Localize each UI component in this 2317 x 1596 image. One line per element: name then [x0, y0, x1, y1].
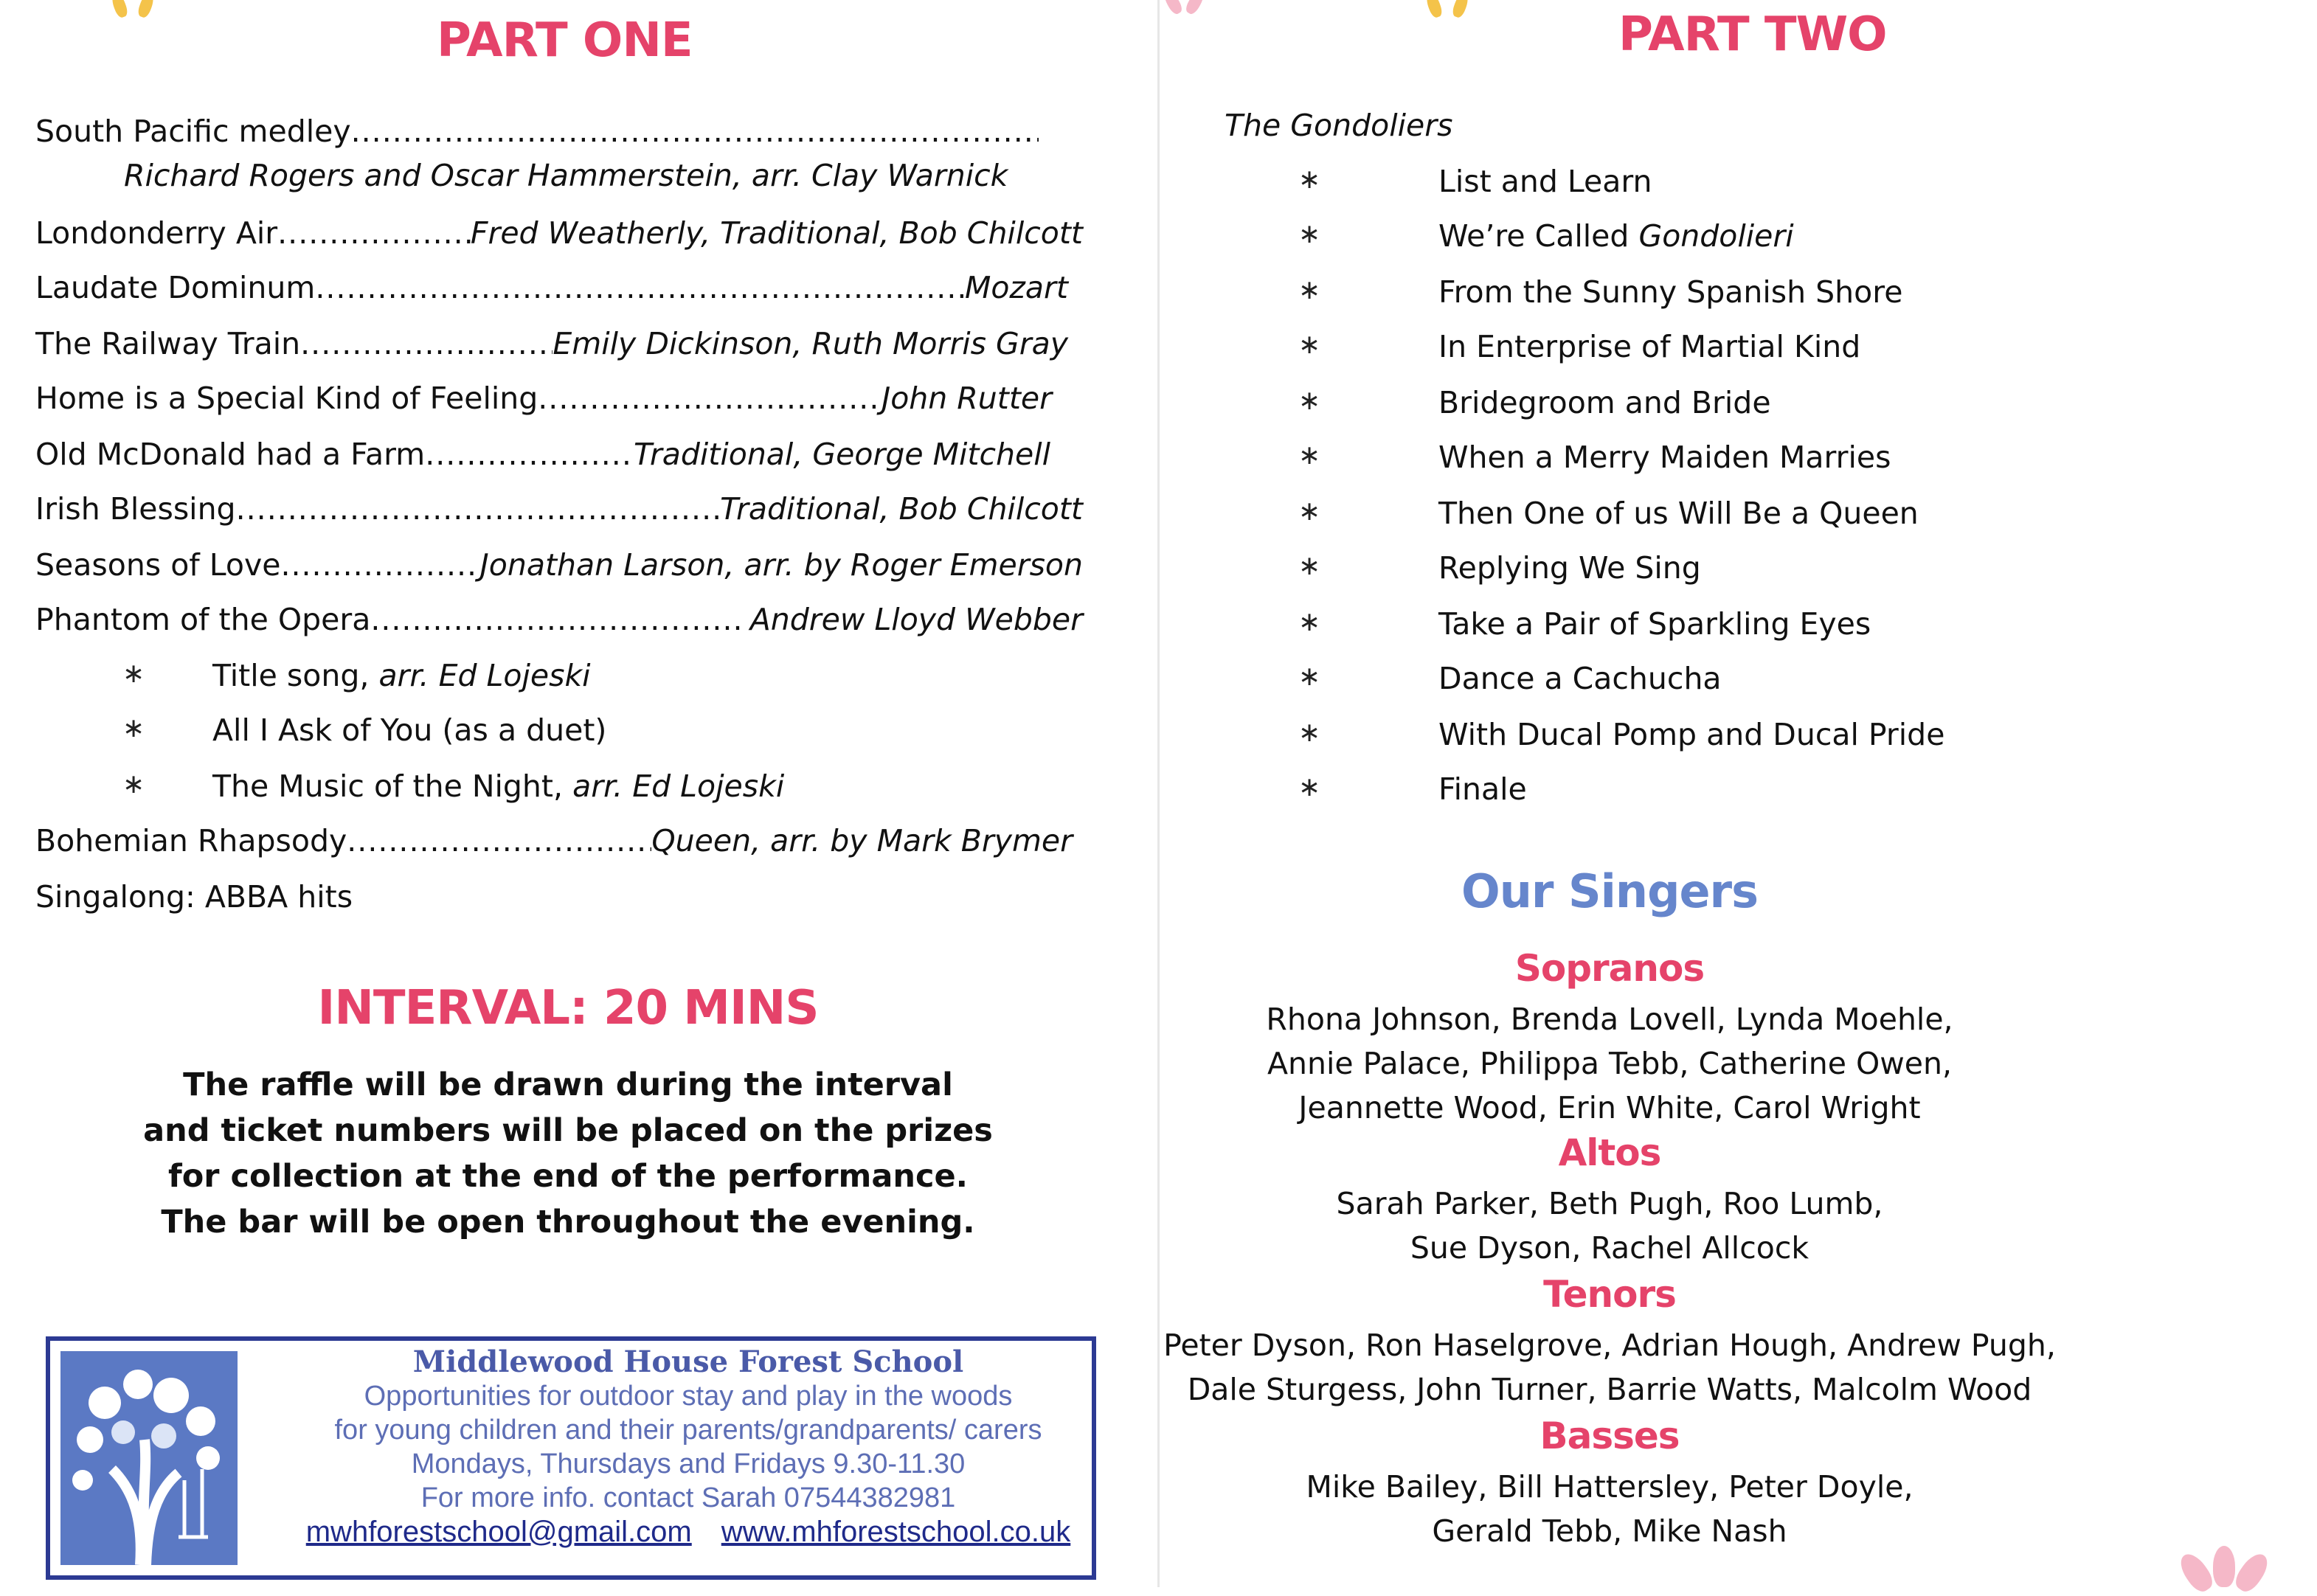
singer-names-line: Jeannette Wood, Erin White, Carol Wright [1298, 1090, 1921, 1125]
advert-email-link[interactable]: mwhforestschool@gmail.com [305, 1516, 692, 1548]
programme-item [35, 879, 1083, 915]
tenors-heading: Tenors [1543, 1273, 1676, 1316]
asterisk-icon: ∗ [1298, 718, 1321, 748]
singer-names-line: Gerald Tebb, Mike Nash [1432, 1513, 1787, 1549]
programme-item [35, 491, 1083, 527]
flower-decoration-icon [1425, 0, 1477, 30]
programme-item-title: Laudate Dominum [35, 270, 316, 305]
left-page [0, 0, 1158, 1587]
interval-title: INTERVAL: 20 MINS [317, 981, 819, 1035]
advert-text [294, 1345, 1083, 1549]
subitem-title: Title song, [212, 658, 370, 693]
asterisk-icon: ∗ [1298, 164, 1321, 195]
leader-dots [370, 605, 742, 635]
asterisk-icon: ∗ [1298, 496, 1321, 527]
advert-line: Mondays, Thursdays and Fridays 9.30-11.30 [411, 1448, 966, 1479]
interval-note-line: The bar will be open throughout the evening. [161, 1204, 975, 1241]
gondoliers-item-text: Then One of us Will Be a Queen [1438, 496, 1919, 531]
interval-note-line: The raffle will be drawn during the interval [183, 1066, 953, 1103]
interval-note-line: and ticket numbers will be placed on the prizes [143, 1112, 993, 1149]
programme-item-title: Bohemian Rhapsody [35, 823, 347, 858]
programme-item-title: Home is a Special Kind of Feeling [35, 381, 538, 416]
programme-item-title: Old McDonald had a Farm [35, 437, 426, 472]
programme-item-credit: Fred Weatherly, Traditional, Bob Chilcott [470, 215, 1083, 251]
programme-item-credit: Emily Dickinson, Ruth Morris Gray [553, 326, 1068, 361]
asterisk-icon: ∗ [1298, 440, 1321, 471]
gondoliers-item-italic: Gondolieri [1638, 218, 1794, 254]
singer-names-line: Peter Dyson, Ron Haselgrove, Adrian Hough, Andrew Pugh, [1163, 1328, 2056, 1363]
singers-title: Our Singers [1461, 864, 1758, 918]
gondoliers-item-text: Finale [1438, 771, 1527, 807]
programme-item-title: South Pacific medley [35, 114, 351, 149]
singer-names-line: Sarah Parker, Beth Pugh, Roo Lumb, [1336, 1186, 1883, 1221]
programme-item-credit: Andrew Lloyd Webber [749, 602, 1083, 637]
flower-decoration-icon [2178, 1541, 2266, 1587]
programme-item [35, 437, 1050, 472]
asterisk-icon: ∗ [1298, 662, 1321, 692]
asterisk-icon: ∗ [1298, 607, 1321, 637]
gondoliers-item-text: Dance a Cachucha [1438, 661, 1722, 696]
subitem-title: All I Ask of You (as a duet) [212, 712, 607, 748]
part-one-title: PART ONE [437, 13, 693, 68]
interval-notes [0, 1062, 1136, 1245]
programme-item-title: The Railway Train [35, 326, 301, 361]
gondoliers-item-text: From the Sunny Spanish Shore [1438, 274, 1903, 310]
advert-line: For more info. contact Sarah 07544382981 [420, 1482, 956, 1513]
leader-dots [280, 550, 479, 580]
right-page [1160, 0, 2317, 1587]
singer-names-line: Mike Bailey, Bill Hattersley, Peter Doyle, [1306, 1469, 1913, 1505]
asterisk-icon: ∗ [1298, 275, 1321, 305]
asterisk-icon: ∗ [1298, 330, 1321, 360]
gondoliers-item-text: When a Merry Maiden Marries [1438, 440, 1891, 475]
advert-line: Opportunities for outdoor stay and play in the woods [364, 1381, 1013, 1412]
programme-item-title: Seasons of Love [35, 547, 281, 583]
singer-names-line: Rhona Johnson, Brenda Lovell, Lynda Moehle, [1266, 1002, 1953, 1037]
programme-item [35, 381, 1052, 416]
subitem-title: The Music of the Night, [212, 768, 564, 804]
programme-item-credit: Jonathan Larson, arr. by Roger Emerson [479, 547, 1083, 583]
asterisk-icon: ∗ [122, 713, 145, 743]
programme-item-credit: Richard Rogers and Oscar Hammerstein, arr. Clay Warnick [124, 158, 1008, 193]
programme-item-credit: Queen, arr. by Mark Brymer [651, 823, 1073, 858]
programme-item [35, 547, 1083, 583]
basses-heading: Basses [1540, 1415, 1680, 1457]
leader-dots [277, 218, 471, 249]
gondoliers-item-text: We’re Called [1438, 218, 1639, 254]
programme-item [35, 602, 1083, 637]
singer-names-line: Annie Palace, Philippa Tebb, Catherine Owen, [1267, 1046, 1953, 1081]
programme-item-credit: Traditional, George Mitchell [634, 437, 1050, 472]
programme-item [35, 114, 1039, 149]
gondoliers-item-text: With Ducal Pomp and Ducal Pride [1438, 717, 1945, 752]
programme-item [35, 270, 1068, 305]
altos-names [1160, 1182, 2060, 1270]
tree-swing-icon [60, 1351, 238, 1565]
gondoliers-item-text: Take a Pair of Sparkling Eyes [1438, 606, 1871, 642]
interval-note-line: for collection at the end of the performance. [168, 1158, 968, 1195]
programme-item [35, 326, 1068, 361]
asterisk-icon: ∗ [1298, 386, 1321, 416]
altos-heading: Altos [1558, 1131, 1661, 1174]
subitem-arranger: arr. Ed Lojeski [572, 768, 785, 804]
asterisk-icon: ∗ [1298, 219, 1321, 249]
programme-item-title: Phantom of the Opera [35, 602, 371, 637]
gondoliers-item-text: Bridegroom and Bride [1438, 385, 1771, 420]
basses-names [1160, 1465, 2060, 1553]
leader-dots [347, 826, 651, 856]
flower-decoration-icon [111, 0, 162, 30]
asterisk-icon: ∗ [122, 769, 145, 799]
advert-line: for young children and their parents/grandparents/ carers [334, 1415, 1042, 1446]
leader-dots [236, 494, 721, 524]
singer-names-line: Sue Dyson, Rachel Allcock [1410, 1230, 1809, 1266]
forest-school-logo [60, 1351, 238, 1565]
programme-item-credit: Traditional, Bob Chilcott [720, 491, 1083, 527]
programme-item-credit: Mozart [964, 270, 1068, 305]
sopranos-names [1160, 997, 2060, 1130]
gondoliers-item-text: List and Learn [1438, 164, 1652, 199]
part-two-title: PART TWO [1618, 7, 1887, 62]
gondoliers-item-text: In Enterprise of Martial Kind [1438, 329, 1861, 364]
programme-item [35, 215, 1083, 251]
advert-website-link[interactable]: www.mhforestschool.co.uk [721, 1516, 1071, 1548]
sopranos-heading: Sopranos [1514, 947, 1705, 990]
programme-item-title: Londonderry Air [35, 215, 278, 251]
leader-dots [425, 440, 634, 470]
subitem-arranger: arr. Ed Lojeski [378, 658, 591, 693]
leader-dots [351, 117, 1039, 147]
programme-item [35, 823, 1073, 858]
programme-item-title: Irish Blessing [35, 491, 236, 527]
singer-names-line: Dale Sturgess, John Turner, Barrie Watts, Malcolm Wood [1187, 1372, 2032, 1407]
advert-name: Middlewood House Forest School [412, 1345, 964, 1379]
gondoliers-heading: The Gondoliers [1225, 108, 1453, 143]
leader-dots [315, 273, 965, 303]
singalong-text: Singalong: ABBA hits [35, 879, 353, 915]
gondoliers-item-text: Replying We Sing [1438, 550, 1701, 586]
flower-decoration-icon [1167, 0, 1219, 30]
tenors-names [1160, 1323, 2060, 1412]
asterisk-icon: ∗ [1298, 551, 1321, 581]
asterisk-icon: ∗ [122, 659, 145, 689]
asterisk-icon: ∗ [1298, 772, 1321, 802]
programme-item-credit: John Rutter [882, 381, 1052, 416]
forest-school-advert [46, 1336, 1096, 1580]
leader-dots [538, 384, 882, 414]
leader-dots [300, 329, 553, 359]
